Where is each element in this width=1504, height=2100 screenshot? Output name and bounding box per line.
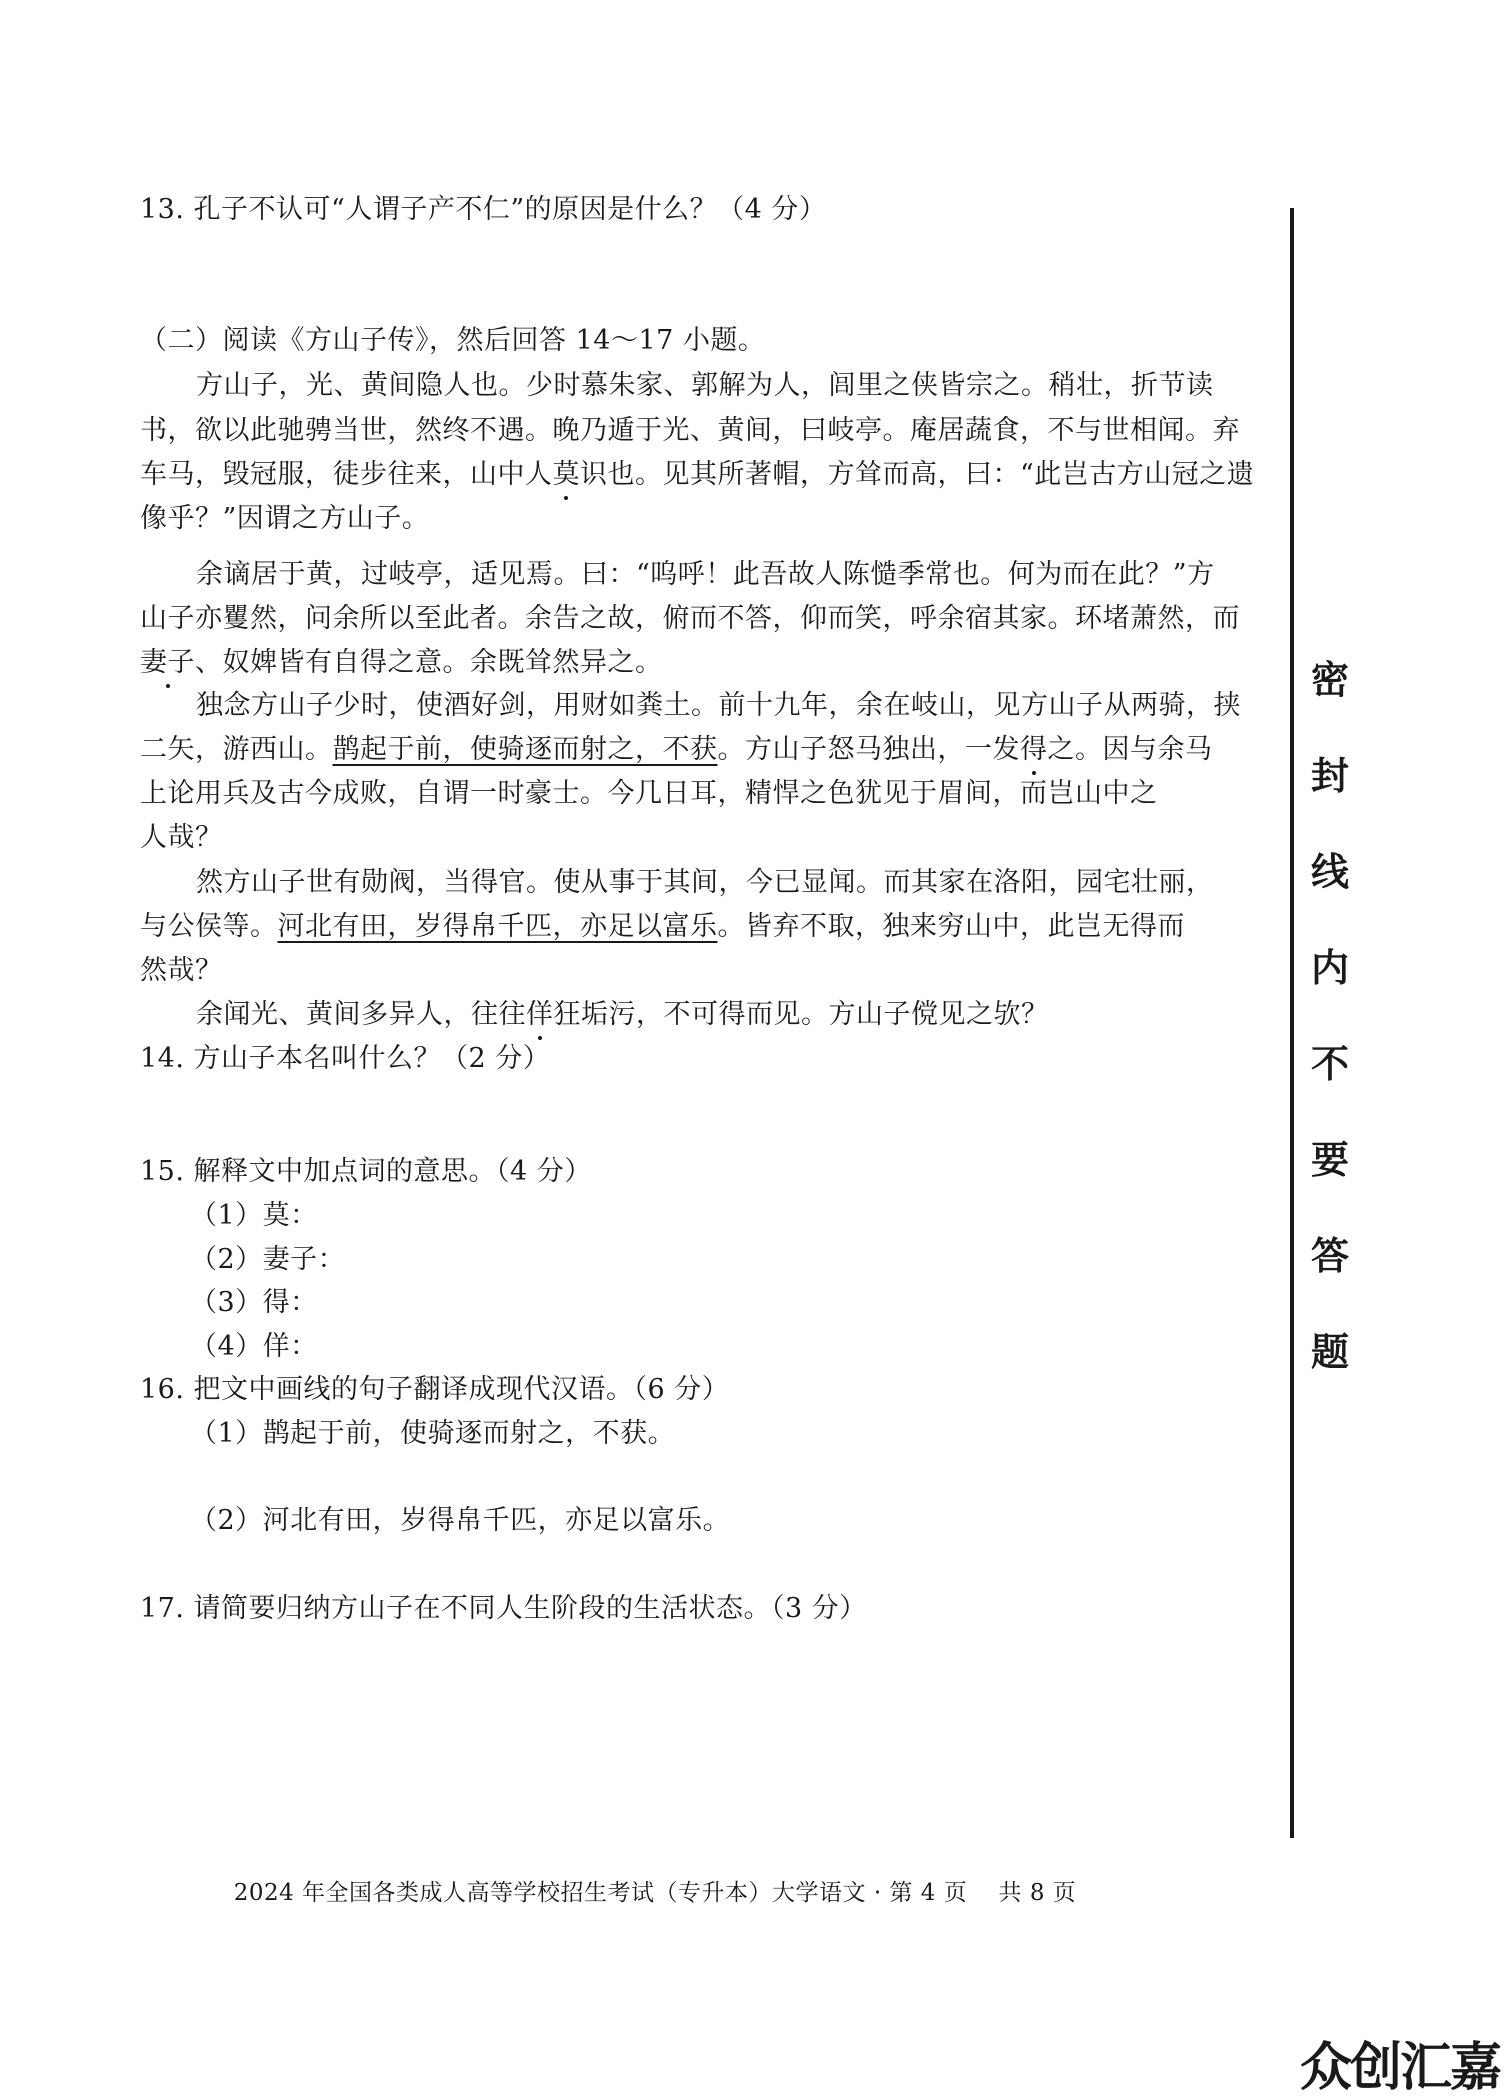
passage-line: 像乎？”因谓之方山子。	[140, 503, 430, 534]
passage-line: 与公侯等。河北有田，岁得帛千匹，亦足以富乐。皆弃不取，独来穷山中，此岂无得而	[140, 911, 1185, 942]
seal-char: 要	[1310, 1138, 1349, 1182]
passage-line: 山子亦矍然，问余所以至此者。余告之故，俯而不答，仰而笑，呼余宿其家。环堵萧然，而	[140, 603, 1240, 634]
question-16-item: （2）河北有田，岁得帛千匹，亦足以富乐。	[190, 1505, 731, 1536]
seal-char: 密	[1310, 658, 1349, 702]
passage-line: 人哉？	[140, 822, 223, 853]
seal-char: 内	[1310, 946, 1349, 990]
seal-char: 不	[1310, 1042, 1349, 1086]
passage-line: 上论用兵及古今成败，自谓一时豪士。今几日耳，精悍之色犹见于眉间，而岂山中之	[140, 778, 1158, 809]
question-15-item: （2）妻子：	[190, 1244, 346, 1275]
passage-line: 妻子、奴婢皆有自得之意。余既耸然异之。	[140, 647, 663, 678]
passage-line: 方山子，光、黄间隐人也。少时慕朱家、郭解为人，闾里之侠皆宗之。稍壮，折节读	[196, 370, 1214, 401]
page-footer: 2024 年全国各类成人高等学校招生考试（专升本）大学语文 · 第 4 页 共 8 页	[233, 1880, 1077, 1906]
question-15-item: （4）佯：	[190, 1331, 318, 1362]
question-15-stem: 15. 解释文中加点词的意思。（4 分）	[140, 1156, 592, 1187]
dotted-word-de: 得	[1020, 734, 1048, 765]
question-17: 17. 请简要归纳方山子在不同人生阶段的生活状态。（3 分）	[140, 1593, 867, 1624]
passage-line: 然哉？	[140, 955, 223, 986]
underlined-sentence-2: 河北有田，岁得帛千匹，亦足以富乐	[277, 911, 718, 942]
seal-char: 答	[1310, 1234, 1349, 1278]
question-16-stem: 16. 把文中画线的句子翻译成现代汉语。（6 分）	[140, 1374, 730, 1405]
underlined-sentence-1: 鹊起于前，使骑逐而射之，不获	[332, 734, 718, 765]
passage-line: 二矢，游西山。鹊起于前，使骑逐而射之，不获。方山子怒马独出，一发得之。因与余马	[140, 734, 1213, 765]
seal-char: 题	[1310, 1330, 1349, 1374]
watermark-logo: 众创汇嘉	[1299, 2038, 1500, 2098]
dotted-word-mo: 莫	[552, 459, 580, 490]
seal-char: 封	[1310, 754, 1349, 798]
passage-line: 书，欲以此驰骋当世，然终不遇。晚乃遁于光、黄间，曰岐亭。庵居蔬食，不与世相闻。弃	[140, 415, 1240, 446]
question-13: 13. 孔子不认可“人谓子产不仁”的原因是什么？（4 分）	[140, 194, 827, 225]
seal-char: 线	[1310, 850, 1349, 894]
section-2-heading: （二）阅读《方山子传》，然后回答 14～17 小题。	[140, 325, 766, 356]
dotted-word-yang: 佯	[526, 999, 554, 1030]
question-14: 14. 方山子本名叫什么？（2 分）	[140, 1043, 551, 1074]
question-15-item: （1）莫：	[190, 1200, 318, 1231]
passage-line: 然方山子世有勋阀，当得官。使从事于其间，今已显闻。而其家在洛阳，园宅壮丽，	[196, 867, 1214, 898]
passage-line: 余谪居于黄，过岐亭，适见焉。曰：“呜呼！此吾故人陈慥季常也。何为而在此？”方	[196, 559, 1215, 590]
passage-line: 独念方山子少时，使酒好剑，用财如粪土。前十九年，余在岐山，见方山子从两骑，挟	[196, 690, 1241, 721]
passage-line: 余闻光、黄间多异人，往往佯狂垢污，不可得而见。方山子傥见之欤？	[196, 999, 1049, 1030]
passage-line: 车马，毁冠服，徒步往来，山中人莫识也。见其所著帽，方耸而高，曰：“此岂古方山冠之遗	[140, 459, 1255, 490]
seal-line	[1290, 208, 1294, 1838]
question-15-item: （3）得：	[190, 1287, 318, 1318]
question-16-item: （1）鹊起于前，使骑逐而射之，不获。	[190, 1418, 676, 1449]
dotted-word-qizi: 妻子	[140, 647, 195, 678]
